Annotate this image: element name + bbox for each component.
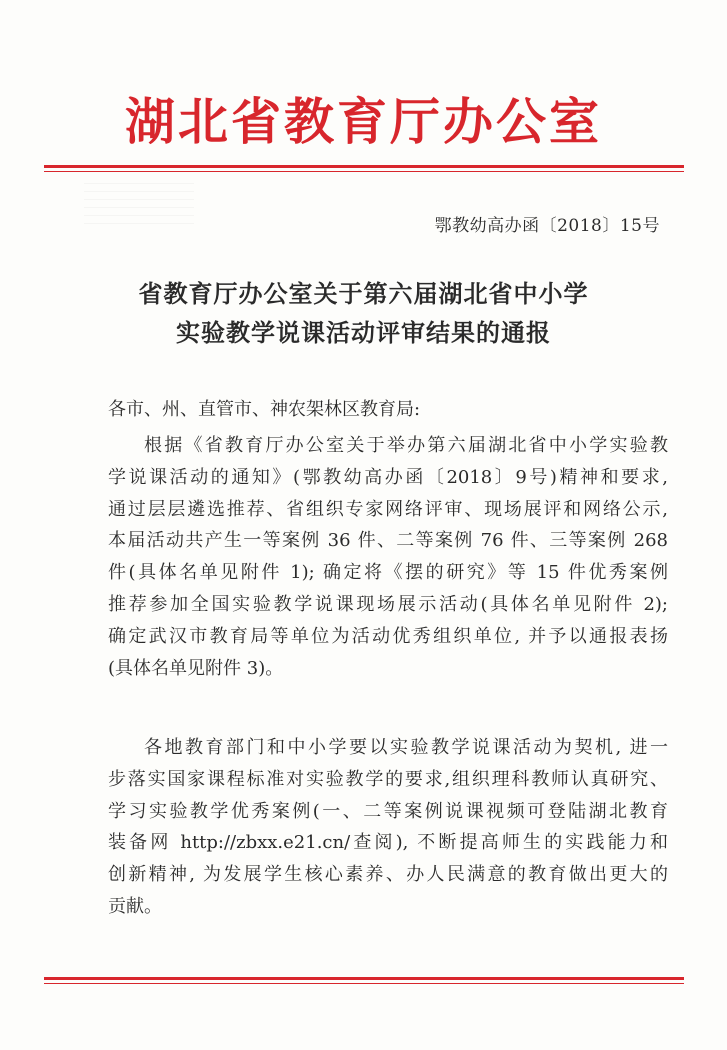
- header-rule-thin-line: [44, 171, 684, 172]
- header-red-rule: [44, 165, 684, 172]
- paragraph-line: 通过层层遴选推荐、省组织专家网络评审、现场展评和网络公示,: [108, 498, 668, 520]
- paragraph-line: 根据《省教育厅办公室关于举办第六届湖北省中小学实验教: [144, 435, 668, 456]
- paragraph-line: 确定武汉市教育局等单位为活动优秀组织单位, 并予以通报表扬: [108, 625, 668, 647]
- paragraph-line: 学习实验教学优秀案例(一、二等案例说课视频可登陆湖北教育: [108, 800, 668, 822]
- document-title-line-1: 省教育厅办公室关于第六届湖北省中小学: [138, 279, 589, 308]
- body-paragraph-1: [108, 430, 668, 684]
- paragraph-line: 件(具体名单见附件 1); 确定将《摆的研究》等 15 件优秀案例: [108, 562, 668, 584]
- show-through-bleed: [84, 180, 194, 224]
- paragraph-line: 步落实国家课程标准对实验教学的要求,组织理科教师认真研究、: [108, 768, 668, 790]
- document-title: [0, 274, 727, 352]
- paragraph-line: 贡献。: [108, 895, 162, 917]
- footer-rule-thick-line: [44, 977, 684, 980]
- footer-red-rule: [44, 977, 684, 984]
- paragraph-line: 各地教育部门和中小学要以实验教学说课活动为契机, 进一: [144, 737, 668, 758]
- footer-rule-thin-line: [44, 983, 684, 984]
- header-rule-thick-line: [44, 165, 684, 168]
- salutation: 各市、州、直管市、神农架林区教育局:: [108, 399, 421, 420]
- issuing-office-header: 湖北省教育厅办公室: [125, 93, 602, 151]
- paragraph-line: 本届活动共产生一等案例 36 件、二等案例 76 件、三等案例 268: [108, 530, 668, 552]
- paragraph-line: 装备网 http://zbxx.e21.cn/查阅), 不断提高师生的实践能力和: [108, 832, 668, 854]
- document-number: 鄂教幼高办函〔2018〕15号: [434, 216, 660, 236]
- body-paragraph-2: [108, 732, 668, 923]
- paragraph-line: 学说课活动的通知》(鄂教幼高办函〔2018〕9号)精神和要求,: [108, 466, 668, 488]
- paragraph-line: (具体名单见附件 3)。: [108, 657, 284, 679]
- paragraph-line: 创新精神, 为发展学生核心素养、办人民满意的教育做出更大的: [108, 864, 668, 886]
- document-title-line-2: 实验教学说课活动评审结果的通报: [176, 318, 551, 347]
- paragraph-line: 推荐参加全国实验教学说课现场展示活动(具体名单见附件 2);: [108, 593, 668, 615]
